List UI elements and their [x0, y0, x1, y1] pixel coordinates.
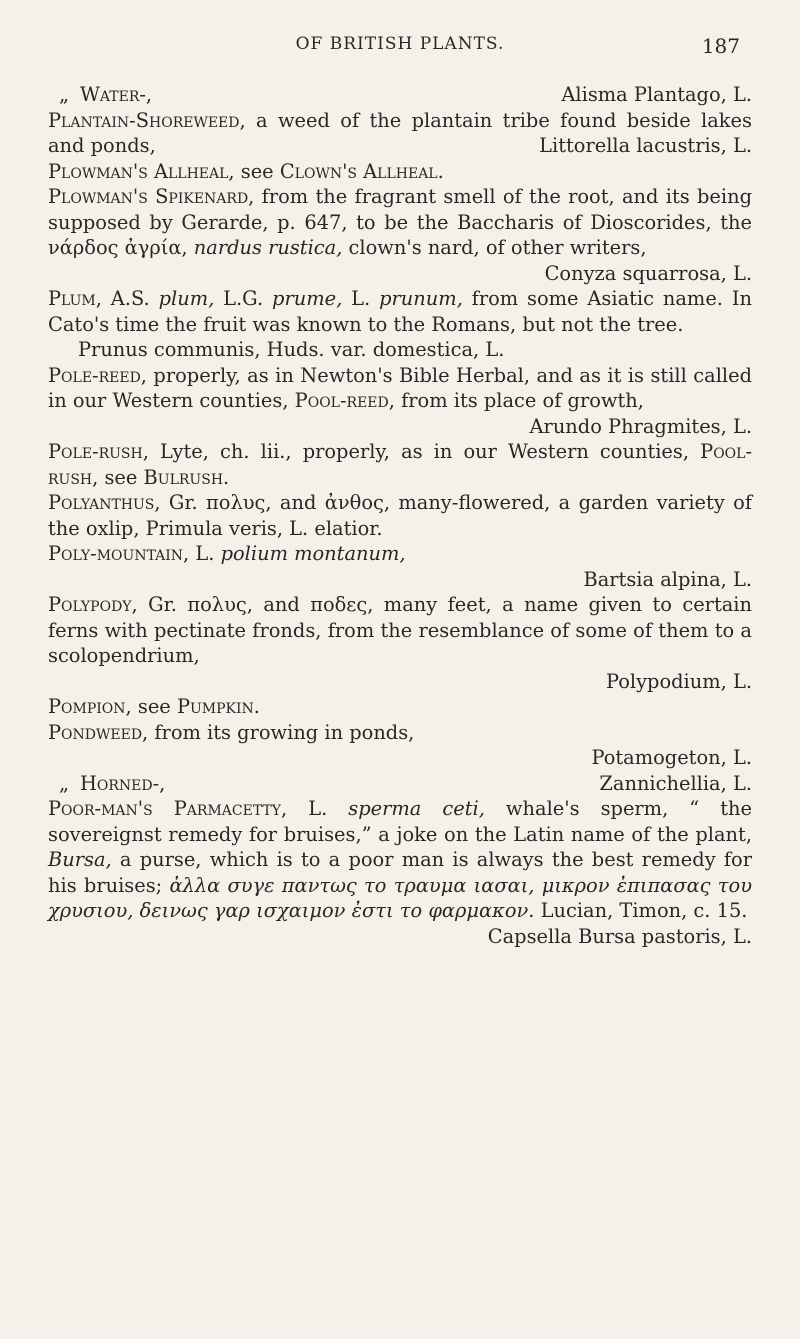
page-header	[0, 34, 800, 64]
entry-plum	[48, 286, 752, 337]
binomial: Littorella lacustris, L.	[539, 134, 752, 157]
entry-head: Poor-man's Parmacetty,	[48, 797, 288, 820]
ditto-mark: „	[58, 83, 70, 106]
entry-text: from some Asiatic name. In Cato's time the fruit was known to the Romans, but not the tree.	[48, 287, 752, 336]
entry-text: from the fragrant smell of the root, and its being supposed by Gerarde, p. 647, to be the Baccharis of Dioscorides, the νάρδος ἀγρία,	[48, 185, 752, 259]
entry-text: properly, as in Newton's Bible Herbal, and as it is still called in our Western counties,	[48, 363, 752, 412]
entry-text: L.G.	[214, 287, 273, 310]
latin-term: Bursa,	[48, 848, 112, 871]
entry-pole-reed	[48, 363, 752, 440]
cross-reference: Pool-reed,	[294, 389, 395, 412]
entry-head: Poly-mountain,	[48, 542, 190, 565]
binomial: Conyza squarrosa, L.	[544, 261, 752, 285]
entry-head: Pole-reed,	[48, 363, 147, 387]
latin-term: nardus rustica,	[193, 236, 343, 259]
latin-term: sperma ceti,	[348, 797, 485, 820]
entry-head: Plum,	[48, 287, 102, 310]
entry-pole-rush	[48, 439, 752, 490]
binomial: Alisma Plantago, L.	[561, 83, 752, 106]
entry-head: Water-,	[80, 83, 153, 106]
entry-horned-pondweed	[48, 771, 752, 797]
etymon: plum,	[158, 287, 215, 310]
latin-term: polium montanum,	[220, 542, 406, 565]
entry-text: see	[98, 465, 144, 489]
entry-text: Lyte, ch. lii., properly, as in our Western counties,	[148, 440, 701, 463]
entry-text: whale's sperm, “ the sovereignst remedy for bruises,” a joke on the Latin name of the plant,	[48, 797, 752, 846]
entry-text: L.	[287, 797, 349, 820]
entry-text: see	[131, 695, 177, 718]
entry-poly-mountain	[48, 541, 752, 592]
etymon: prunum,	[379, 287, 463, 310]
binomial: Arundo Phragmites, L.	[529, 414, 752, 438]
entry-pondweed	[48, 720, 752, 771]
page-number: 187	[701, 34, 740, 58]
entry-head: Horned-,	[80, 771, 166, 795]
ditto-mark: „	[58, 771, 70, 795]
entry-text: see	[234, 159, 280, 183]
entry-head: Polypody,	[48, 593, 138, 616]
binomial: Polypodium, L.	[605, 669, 752, 693]
entry-text: from its growing in ponds,	[148, 720, 415, 744]
entry-pompion	[48, 694, 752, 720]
binomial: Potamogeton, L.	[591, 746, 752, 769]
entry-text: a weed of the plantain tribe found beside lakes and ponds,	[48, 108, 752, 157]
entry-head: Plowman's Spikenard,	[48, 185, 255, 208]
cross-reference: Pumpkin.	[176, 695, 260, 718]
entry-plowmans-spikenard	[48, 184, 752, 286]
entry-plantain-shoreweed	[48, 108, 752, 159]
cross-reference: Clown's Allheal.	[279, 159, 444, 183]
binomial-line: Prunus communis, Huds. var. domestica, L.	[78, 338, 505, 361]
entry-text: a purse, which is to a poor man is always the best remedy for his bruises;	[48, 848, 752, 897]
cross-reference: Pool-rush,	[48, 440, 752, 489]
entry-head: Plantain-Shoreweed,	[48, 108, 246, 132]
entry-polyanthus	[48, 490, 752, 541]
binomial: Capsella Bursa pastoris, L.	[487, 924, 752, 948]
entry-head: Pole-rush,	[48, 440, 149, 463]
entry-head: Polyanthus,	[48, 491, 161, 514]
entry-poor-mans-parmacetty	[48, 796, 752, 949]
entry-head: Pondweed,	[48, 720, 149, 744]
entry-text: Lucian, Timon, c. 15.	[534, 899, 748, 922]
entry-text: A.S.	[101, 287, 159, 310]
entry-text: from its place of growth,	[394, 389, 644, 412]
cross-reference: Bulrush.	[143, 465, 230, 489]
etymon: prume,	[272, 287, 343, 310]
entry-head: Plowman's Allheal,	[48, 159, 235, 183]
entry-water-plantain	[48, 82, 752, 108]
binomial: Zannichellia, L.	[599, 771, 752, 795]
entry-text: L.	[189, 542, 221, 565]
entry-text: Gr. πολυς, and ποδες, many feet, a name given to certain ferns with pectinate fronds, from the resemblance of some of them to a scolopendrium,	[48, 593, 752, 667]
running-head: OF BRITISH PLANTS.	[295, 34, 505, 54]
entry-text: Gr. πολυς, and ἀνθος, many-flowered, a garden variety of the oxlip, Primula veris, L. elatior.	[48, 491, 752, 540]
entry-text: L.	[342, 287, 380, 310]
greek-quotation: ἀλλα συγε παντως το τραυμα ιασαι, μικρον ἐπιπασας του χρυσιου, δεινως γαρ ισχαιμον ἐστι το φαρμακον.	[48, 873, 752, 922]
body-text	[48, 82, 752, 949]
entry-polypody	[48, 592, 752, 694]
entry-head: Pompion,	[48, 695, 132, 718]
binomial: Bartsia alpina, L.	[583, 567, 752, 591]
entry-text: clown's nard, of other writers,	[342, 236, 647, 259]
entry-plowmans-allheal	[48, 159, 752, 185]
